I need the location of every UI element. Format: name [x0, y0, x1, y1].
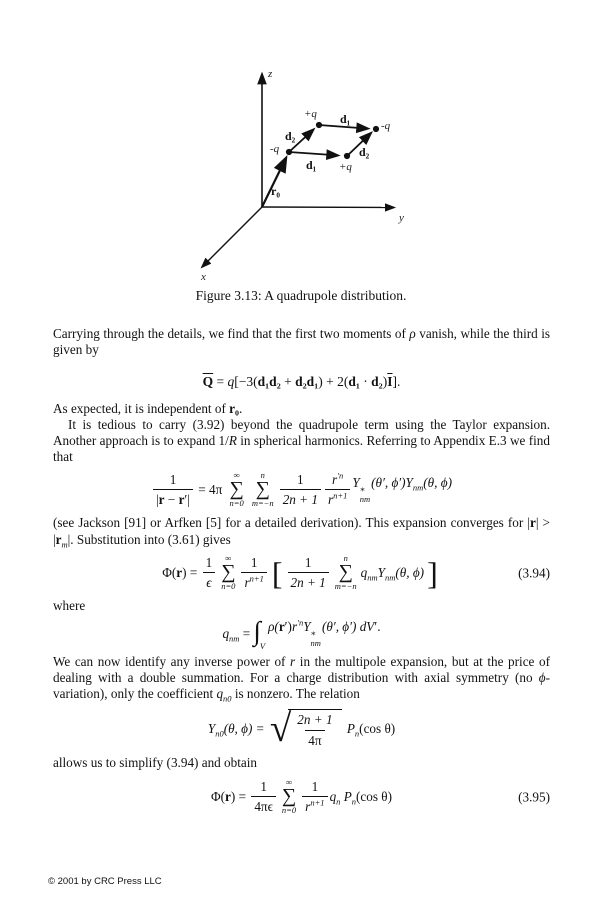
equation-number-394: (3.94): [518, 565, 550, 581]
square-root: √ $\frac{2n + 1}{4\pi}$: [270, 709, 342, 747]
d1-vector-bottom: [289, 152, 338, 155]
d2-label-left: d₂: [285, 129, 296, 143]
paragraph-7: allows us to simplify (3.94) and obtain: [53, 754, 258, 770]
equation-3-94: Φ(r) = $\frac{1}{\epsilon}$ ∞ ∑ n=0 $\frac{1}{r^{n+1}}$ [ $\frac{1}{2n + 1}$ n ∑ m=−n $q_{nm}Y_{nm}(\theta$, ϕ) ] (3.94): [162, 553, 550, 592]
equation-qnm: $q_{nm}$ = $\int_V$ $\rho(r')r^{'n}Y$ ∗ nm (θ′, ϕ′) dV′.: [222, 616, 381, 652]
charge-dot-left: [286, 149, 292, 155]
equation-spherical-expansion: $\frac{1}{|r - r'|}$ = 4π ∞ ∑ n=0 n ∑ m=−n $\frac{1}{2n + 1}$ $\frac{r^{'n}}{r^{n+1}}$ Y ∗ nm (θ′, $\phi')Y_{nm}(\theta$, ϕ): [53, 471, 550, 509]
equation-quadrupole-moment: $\overline{Q} = q[-3(d_1d_2 + d_2d_1) + 2(d_1 \cdot d_2)\overline{I}]$.: [202, 373, 401, 389]
right-bracket: ]: [427, 554, 438, 591]
r0-label: r₀: [271, 184, 280, 198]
copyright-notice: © 2001 by CRC Press LLC: [48, 876, 162, 887]
sum-n: ∞ ∑ n=0: [221, 553, 236, 592]
Q-dyadic: $\overline{Q}$: [202, 373, 214, 389]
sum-m: n ∑ m=−n: [334, 553, 357, 592]
page-body: [53, 326, 550, 823]
I-dyadic: $\overline{I}$: [387, 373, 393, 389]
d1-label-bottom: d₁: [306, 158, 317, 172]
left-bracket: [: [271, 554, 283, 591]
equation-3-95: Φ(r) = $\frac{1}{4\pi\epsilon}$ ∞ ∑ n=0 $\frac{1}{r^{n+1}}$ $q_n$ $P_n(\cos$ θ) (3.95): [210, 777, 550, 816]
paragraph-3: It is tedious to carry (3.92) beyond the quadrupole term using the Taylor expansion. Another approach is to expand 1/R in spherical harmonics. Referring to Appendix E.3 we find that: [53, 416, 550, 465]
d1-label-top: d₁: [340, 112, 351, 126]
x-axis-label: x: [201, 271, 206, 283]
charge-label-right: -q: [381, 120, 391, 132]
x-axis: [202, 207, 262, 267]
charge-label-left: -q: [270, 143, 280, 155]
figure-caption: Figure 3.13: A quadrupole distribution.: [195, 288, 407, 303]
sum-n: ∞ ∑ n=0: [281, 777, 297, 816]
charge-dot-top: [316, 122, 322, 128]
sum-n: ∞ ∑ n=0: [229, 469, 244, 509]
charge-dot-right: [373, 126, 379, 132]
quadrupole-figure: [0, 0, 602, 300]
paragraph-1-text: vanish, while the third is given by: [53, 326, 551, 358]
rho-symbol: ρ: [409, 326, 416, 341]
charge-dot-bottom: [344, 153, 350, 159]
paragraph-where: where: [53, 597, 86, 613]
z-axis-label: z: [268, 68, 273, 80]
integral: $\int_V$: [253, 616, 266, 652]
y-axis-label: y: [399, 212, 404, 224]
sum-m: n ∑ m=−n: [251, 469, 274, 509]
y-axis: [262, 207, 394, 208]
paragraph-1-text: Carrying through the details, we find that the first two moments of: [53, 326, 410, 341]
paragraph-4: (see Jackson [91] or Arfken [5] for a detailed derivation). This expansion converges for $|r| > |r_m|$. Substitution into (3.61) gives: [53, 515, 550, 550]
equation-number-395: (3.95): [518, 789, 550, 805]
r0-vector: [262, 158, 286, 207]
paragraph-2: As expected, it is independent of r₀.: [53, 400, 243, 416]
paragraph-1: [53, 326, 550, 359]
d2-label-right: d₂: [359, 145, 370, 159]
charge-label-bottom: +q: [339, 161, 352, 173]
paragraph-6: We can now identify any inverse power of r in the multipole expansion, but at the price of dealing with a double summation. For a charge distribution with axial symmetry (no ϕ-variation), only the coefficient $q_{n0}$ is nonzero. The relation: [53, 653, 550, 704]
equation-yn0-relation: $Y_{n0}(\theta$, ϕ) = √ $\frac{2n + 1}{4\pi}$ $P_n(\cos$ θ): [207, 707, 396, 751]
charge-label-top: +q: [304, 108, 317, 120]
